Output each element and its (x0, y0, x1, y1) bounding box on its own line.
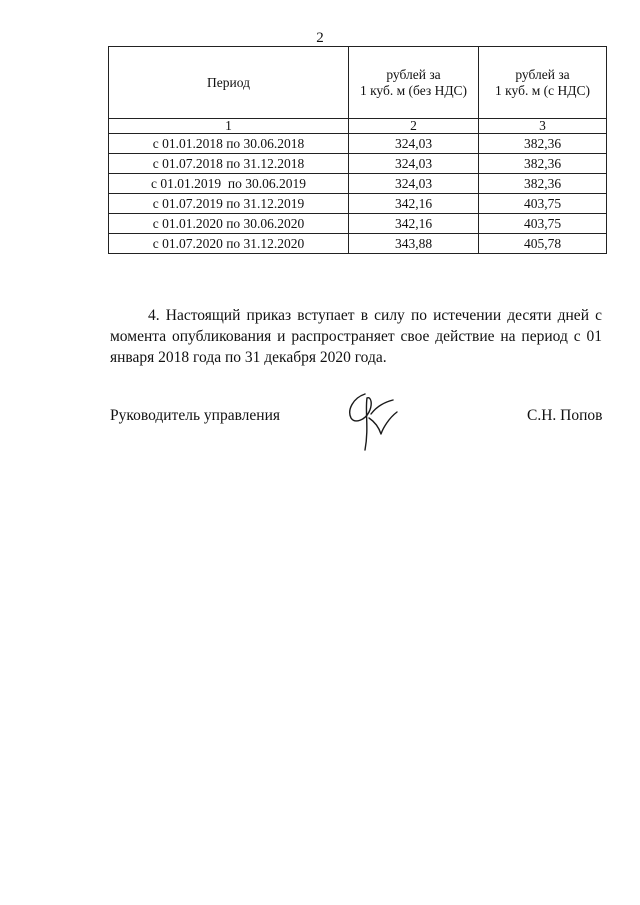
period-cell: с 01.01.2020 по 30.06.2020 (109, 214, 349, 234)
period-cell: с 01.01.2019 по 30.06.2019 (109, 174, 349, 194)
period-cell: с 01.07.2020 по 31.12.2020 (109, 234, 349, 254)
price-with-vat-cell: 403,75 (479, 214, 607, 234)
period-cell: с 01.07.2018 по 31.12.2018 (109, 154, 349, 174)
table-row (109, 214, 607, 234)
header-price-without-vat (349, 47, 479, 119)
signer-title: Руководитель управления (110, 407, 281, 424)
table-row (109, 194, 607, 214)
period-cell: с 01.07.2019 по 31.12.2019 (109, 194, 349, 214)
price-with-vat-cell: 382,36 (479, 134, 607, 154)
column-number: 2 (349, 119, 479, 134)
column-number: 3 (479, 119, 607, 134)
price-without-vat-cell: 342,16 (349, 214, 479, 234)
header-price-with-vat-text: рублей за 1 куб. м (с НДС) (495, 66, 590, 98)
price-without-vat-cell: 324,03 (349, 154, 479, 174)
price-without-vat-cell: 324,03 (349, 134, 479, 154)
price-without-vat-cell: 324,03 (349, 174, 479, 194)
price-with-vat-cell: 382,36 (479, 174, 607, 194)
page-number: 2 (316, 30, 324, 46)
price-with-vat-cell: 382,36 (479, 154, 607, 174)
tariff-table (108, 46, 607, 254)
signer-name: С.Н. Попов (527, 407, 603, 424)
table-row (109, 134, 607, 154)
column-number: 1 (109, 119, 349, 134)
header-period: Период (109, 47, 349, 119)
period-cell: с 01.01.2018 по 30.06.2018 (109, 134, 349, 154)
handwritten-signature (335, 388, 405, 458)
table-row (109, 234, 607, 254)
header-price-without-vat-text: рублей за 1 куб. м (без НДС) (359, 66, 468, 98)
paragraph-4: 4. Настоящий приказ вступает в силу по истечении десяти дней с момента опубликования и распространяет свое действие на период с 01 января 2018 года по 31 декабря 2020 года. (110, 307, 602, 366)
price-without-vat-cell: 342,16 (349, 194, 479, 214)
price-without-vat-cell: 343,88 (349, 234, 479, 254)
column-number-row (109, 119, 607, 134)
table-row (109, 154, 607, 174)
price-with-vat-cell: 405,78 (479, 234, 607, 254)
table-row (109, 174, 607, 194)
price-with-vat-cell: 403,75 (479, 194, 607, 214)
table-header-row (109, 47, 607, 119)
header-price-with-vat (479, 47, 607, 119)
